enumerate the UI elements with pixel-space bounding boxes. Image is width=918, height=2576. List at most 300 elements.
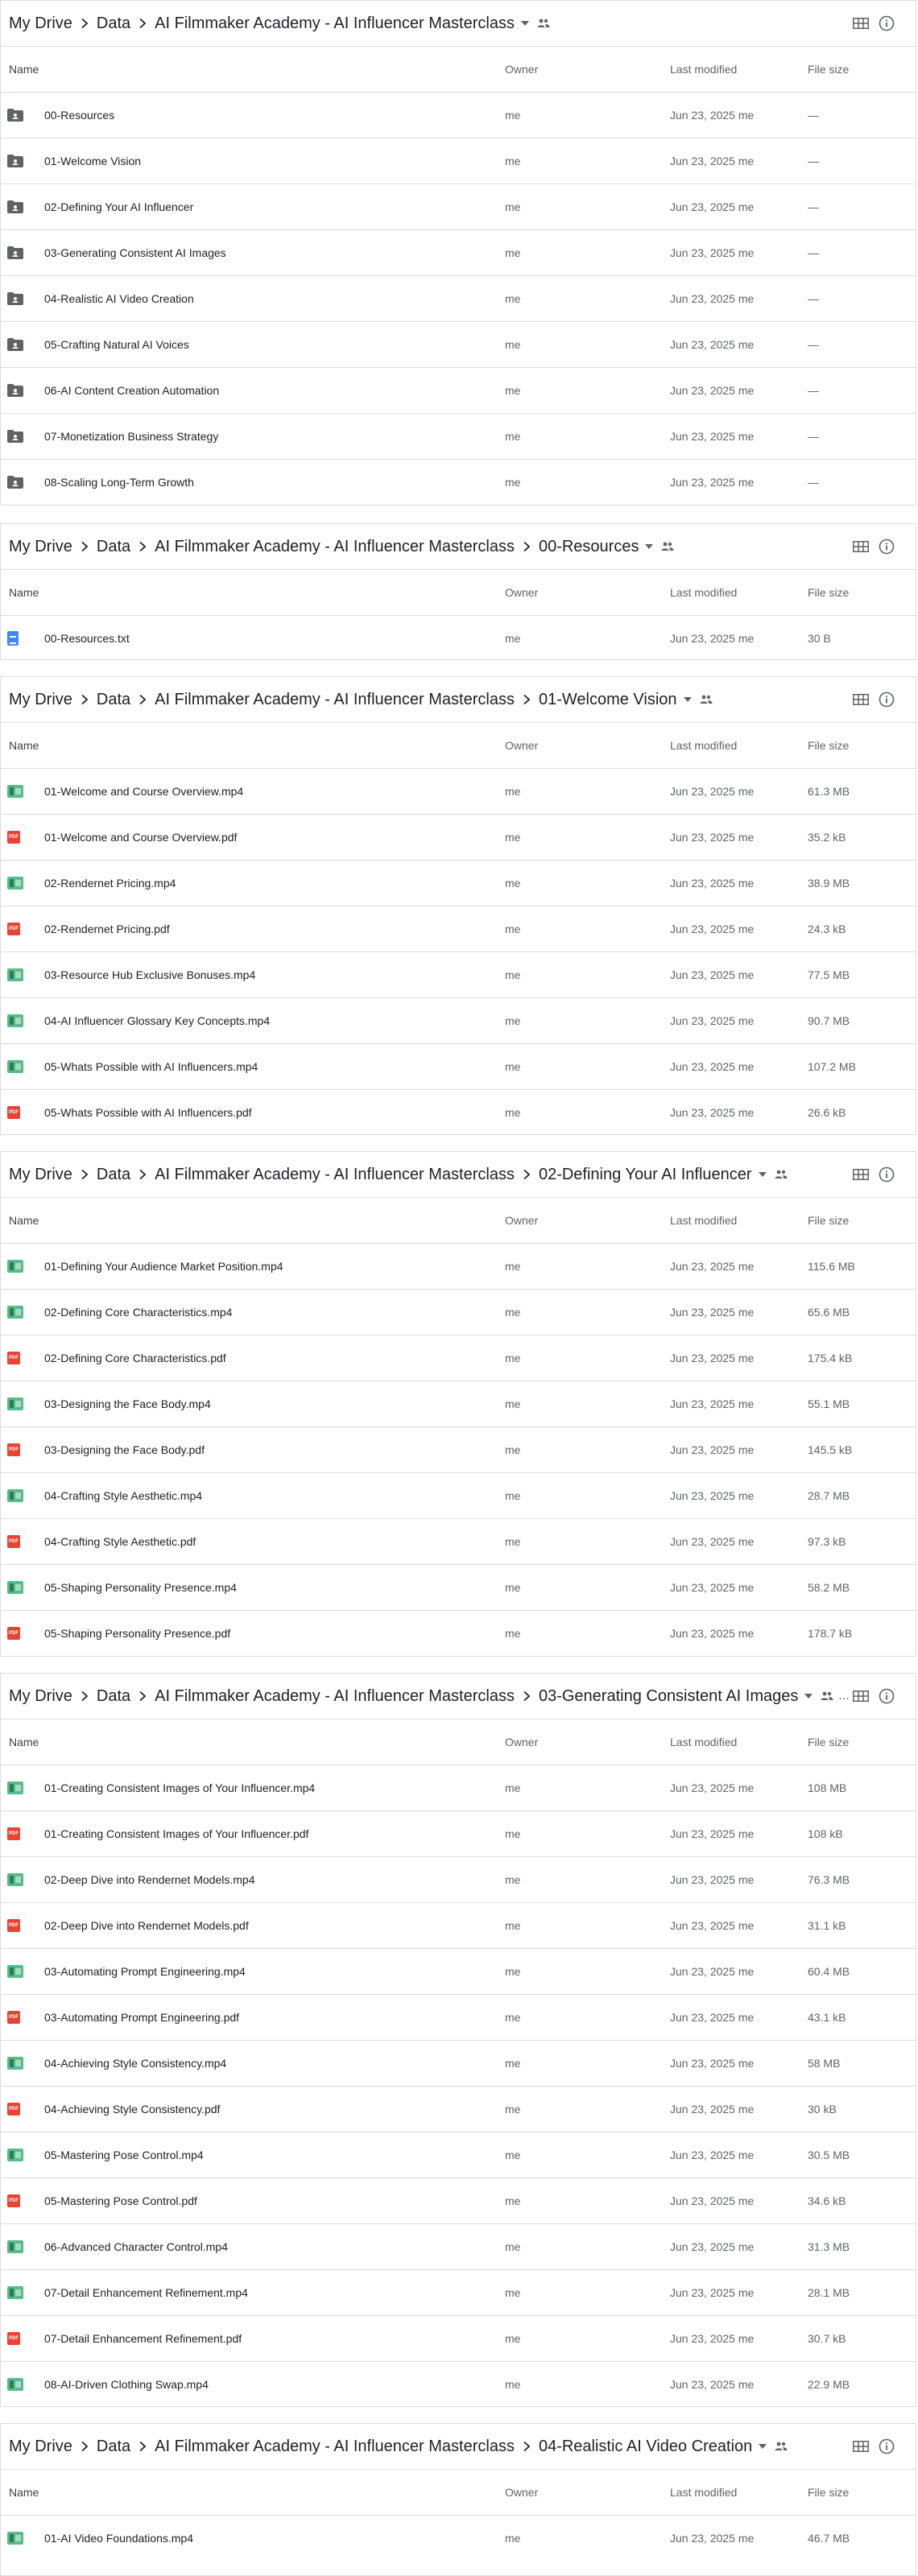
file-name-cell — [1, 998, 270, 1043]
file-name-cell — [1, 322, 189, 367]
file-name: 07-Monetization Business Strategy — [44, 430, 219, 443]
folder-shared-icon — [7, 246, 30, 259]
file-row[interactable] — [1, 92, 916, 138]
pdf-badge: PDF — [7, 1106, 20, 1119]
file-row[interactable] — [1, 413, 916, 459]
column-header-modified[interactable]: Last modified — [670, 1214, 738, 1227]
breadcrumb — [9, 2424, 838, 2469]
breadcrumb-item[interactable]: 01-Welcome Vision — [538, 690, 677, 708]
modified-cell: Jun 23, 2025 me — [670, 1781, 755, 1794]
video-icon — [7, 2378, 30, 2391]
grid-view-button[interactable] — [850, 12, 872, 35]
file-name-cell — [1, 1903, 249, 1948]
modified-cell: Jun 23, 2025 me — [670, 2286, 755, 2299]
size-cell: — — [808, 384, 819, 397]
file-name-cell — [1, 184, 193, 229]
file-name-cell — [1, 906, 170, 952]
breadcrumb-item[interactable]: My Drive — [9, 1686, 72, 1705]
breadcrumb-item[interactable]: Data — [96, 1165, 131, 1183]
column-header-modified[interactable]: Last modified — [670, 2486, 738, 2499]
breadcrumb-item[interactable]: Data — [96, 1686, 131, 1705]
folder-shared-icon — [7, 109, 30, 122]
owner-cell: me — [505, 2286, 521, 2299]
file-name-cell — [1, 276, 194, 321]
video-thumbnail — [7, 1781, 23, 1794]
owner-cell: me — [505, 632, 521, 645]
modified-cell: Jun 23, 2025 me — [670, 1260, 755, 1273]
column-header-size[interactable]: File size — [808, 1736, 850, 1748]
column-header-row — [1, 46, 916, 92]
file-name: 03-Designing the Face Body.pdf — [44, 1443, 205, 1456]
owner-cell: me — [505, 1873, 521, 1886]
grid-view-button[interactable] — [850, 688, 872, 711]
file-row[interactable] — [1, 1243, 916, 1289]
file-row[interactable] — [1, 615, 916, 661]
column-header-modified[interactable]: Last modified — [670, 63, 738, 76]
file-name-cell — [1, 460, 194, 505]
file-name: 06-Advanced Character Control.mp4 — [44, 2240, 229, 2253]
file-name: 03-Generating Consistent AI Images — [44, 246, 226, 259]
folder-shared-icon — [7, 338, 30, 351]
file-name: 05-Mastering Pose Control.pdf — [44, 2194, 197, 2207]
file-row[interactable] — [1, 1948, 916, 1994]
column-header-name[interactable]: Name — [9, 63, 39, 76]
size-cell: 65.6 MB — [808, 1306, 850, 1319]
modified-cell: Jun 23, 2025 me — [670, 1352, 755, 1364]
modified-cell: Jun 23, 2025 me — [670, 632, 755, 645]
column-header-owner[interactable]: Owner — [505, 2486, 539, 2499]
owner-cell: me — [505, 2103, 521, 2116]
file-row[interactable] — [1, 2223, 916, 2269]
modified-cell: Jun 23, 2025 me — [670, 246, 755, 259]
info-button[interactable] — [875, 2435, 898, 2458]
breadcrumb-item[interactable]: My Drive — [9, 690, 72, 708]
file-name: 03-Automating Prompt Engineering.mp4 — [44, 1965, 246, 1978]
size-cell: 77.5 MB — [808, 968, 850, 981]
modified-cell: Jun 23, 2025 me — [670, 155, 755, 167]
file-name: 02-Defining Core Characteristics.mp4 — [44, 1306, 233, 1319]
size-cell: 97.3 kB — [808, 1535, 846, 1548]
size-cell: 43.1 kB — [808, 2011, 846, 2024]
column-header-row — [1, 569, 916, 615]
modified-cell: Jun 23, 2025 me — [670, 1919, 755, 1932]
file-name: 02-Defining Core Characteristics.pdf — [44, 1352, 226, 1364]
breadcrumb-item[interactable]: 04-Realistic AI Video Creation — [538, 2437, 753, 2455]
size-cell: 30 kB — [808, 2103, 837, 2116]
owner-cell: me — [505, 1965, 521, 1978]
size-cell: — — [808, 109, 819, 122]
owner-cell: me — [505, 338, 521, 351]
shared-people-icon — [775, 1170, 788, 1179]
shared-people-icon — [821, 1691, 833, 1701]
size-cell: 55.1 MB — [808, 1397, 850, 1410]
file-name-cell — [1, 2362, 209, 2407]
size-cell: — — [808, 155, 819, 167]
folder-shared-icon — [7, 155, 30, 167]
video-icon — [7, 2240, 30, 2253]
breadcrumb-item[interactable]: Data — [96, 2437, 131, 2455]
file-name-cell — [1, 2270, 248, 2315]
size-cell: 26.6 kB — [808, 1106, 846, 1119]
breadcrumb-item[interactable]: AI Filmmaker Academy - AI Influencer Masterclass — [155, 537, 515, 555]
size-cell: 22.9 MB — [808, 2378, 850, 2391]
file-row[interactable] — [1, 2132, 916, 2178]
file-name: 04-Crafting Style Aesthetic.mp4 — [44, 1489, 203, 1502]
file-row[interactable] — [1, 2515, 916, 2561]
owner-cell: me — [505, 200, 521, 213]
chevron-right-icon — [80, 1169, 89, 1180]
breadcrumb-item[interactable]: My Drive — [9, 2437, 72, 2455]
video-thumbnail — [7, 877, 23, 890]
file-row[interactable] — [1, 997, 916, 1043]
pdf-icon — [7, 1919, 30, 1932]
file-row[interactable] — [1, 1043, 916, 1089]
size-cell: 28.1 MB — [808, 2286, 850, 2299]
breadcrumb-item[interactable]: 03-Generating Consistent AI Images — [538, 1686, 799, 1705]
video-thumbnail — [7, 1260, 23, 1273]
video-icon — [7, 2532, 30, 2545]
column-header-owner[interactable]: Owner — [505, 586, 539, 599]
pdf-icon — [7, 2011, 30, 2024]
file-name-cell — [1, 1381, 211, 1426]
grid-view-button[interactable] — [850, 535, 872, 558]
file-name: 00-Resources — [44, 109, 115, 122]
column-header-name[interactable]: Name — [9, 2486, 39, 2499]
column-header-row — [1, 1197, 916, 1243]
file-row[interactable] — [1, 1994, 916, 2040]
file-row[interactable] — [1, 229, 916, 275]
video-thumbnail — [7, 2532, 23, 2545]
file-row[interactable] — [1, 2178, 916, 2223]
modified-cell: Jun 23, 2025 me — [670, 785, 755, 798]
file-row[interactable] — [1, 1472, 916, 1518]
info-button[interactable] — [875, 535, 898, 558]
column-header-size[interactable]: File size — [808, 2486, 850, 2499]
modified-cell: Jun 23, 2025 me — [670, 2378, 755, 2391]
chevron-right-icon — [138, 1690, 147, 1702]
file-row[interactable] — [1, 367, 916, 413]
modified-cell: Jun 23, 2025 me — [670, 1489, 755, 1502]
modified-cell: Jun 23, 2025 me — [670, 2240, 755, 2253]
owner-cell: me — [505, 923, 521, 935]
video-icon — [7, 2149, 30, 2161]
breadcrumb-item[interactable]: 02-Defining Your AI Influencer — [538, 1165, 752, 1183]
breadcrumb — [9, 1152, 838, 1197]
file-name: 04-AI Influencer Glossary Key Concepts.mp4 — [44, 1014, 271, 1027]
modified-cell: Jun 23, 2025 me — [670, 1535, 755, 1548]
file-name-cell — [1, 1949, 246, 1994]
file-name: 04-Achieving Style Consistency.mp4 — [44, 2057, 227, 2070]
size-cell: 145.5 kB — [808, 1443, 853, 1456]
modified-cell: Jun 23, 2025 me — [670, 1014, 755, 1027]
pdf-badge: PDF — [7, 2194, 20, 2207]
owner-cell: me — [505, 1781, 521, 1794]
doc-icon — [7, 631, 30, 646]
owner-cell: me — [505, 1397, 521, 1410]
file-name-cell — [1, 1290, 232, 1335]
owner-cell: me — [505, 1352, 521, 1364]
info-button[interactable] — [875, 12, 898, 35]
folder-panel — [0, 2423, 916, 2576]
file-name: 02-Deep Dive into Rendernet Models.mp4 — [44, 1873, 255, 1886]
folder-shared-icon — [7, 292, 30, 305]
shared-people-icon — [775, 2442, 788, 2451]
column-header-owner[interactable]: Owner — [505, 1214, 539, 1227]
video-icon — [7, 1489, 30, 1502]
pdf-icon — [7, 1443, 30, 1456]
modified-cell: Jun 23, 2025 me — [670, 2332, 755, 2345]
pdf-icon — [7, 1827, 30, 1840]
file-name-cell — [1, 138, 141, 184]
folder-menu-dropdown-icon[interactable] — [684, 697, 692, 702]
video-icon — [7, 1260, 30, 1273]
file-name-cell — [1, 2316, 242, 2361]
file-name: 01-AI Video Foundations.mp4 — [44, 2532, 193, 2545]
breadcrumb-item[interactable]: Data — [96, 537, 131, 555]
file-name: 01-Defining Your Audience Market Position.mp4 — [44, 1260, 283, 1273]
file-row[interactable] — [1, 321, 916, 367]
size-cell: 76.3 MB — [808, 1873, 850, 1886]
file-name-cell — [1, 368, 219, 413]
file-row[interactable] — [1, 952, 916, 997]
breadcrumb-item[interactable]: Data — [96, 14, 131, 32]
file-row[interactable] — [1, 906, 916, 952]
modified-cell: Jun 23, 2025 me — [670, 1106, 755, 1119]
column-header-owner[interactable]: Owner — [505, 739, 539, 752]
folder-menu-dropdown-icon[interactable] — [804, 1694, 813, 1699]
file-name-cell — [1, 769, 243, 814]
size-cell: 28.7 MB — [808, 1489, 850, 1502]
owner-cell: me — [505, 1627, 521, 1640]
pdf-icon — [7, 1106, 30, 1119]
owner-cell: me — [505, 1260, 521, 1273]
owner-cell: me — [505, 785, 521, 798]
info-button[interactable] — [875, 688, 898, 711]
owner-cell: me — [505, 1014, 521, 1027]
breadcrumb-item[interactable]: AI Filmmaker Academy - AI Influencer Masterclass — [155, 690, 515, 708]
chevron-right-icon — [80, 18, 89, 29]
column-header-row — [1, 1719, 916, 1765]
file-row[interactable] — [1, 860, 916, 906]
modified-cell: Jun 23, 2025 me — [670, 923, 755, 935]
pdf-badge: PDF — [7, 1535, 20, 1548]
column-header-name[interactable]: Name — [9, 1736, 39, 1748]
breadcrumb — [9, 677, 838, 722]
file-name: 08-Scaling Long-Term Growth — [44, 476, 194, 489]
video-icon — [7, 877, 30, 890]
size-cell: 61.3 MB — [808, 785, 850, 798]
file-row[interactable] — [1, 1902, 916, 1948]
file-row[interactable] — [1, 2361, 916, 2407]
shared-people-icon — [537, 19, 550, 28]
owner-cell: me — [505, 1581, 521, 1594]
modified-cell: Jun 23, 2025 me — [670, 1965, 755, 1978]
column-header-size[interactable]: File size — [808, 586, 850, 599]
column-header-name[interactable]: Name — [9, 586, 39, 599]
chevron-right-icon — [80, 541, 89, 552]
file-row[interactable] — [1, 1765, 916, 1810]
column-header-owner[interactable]: Owner — [505, 63, 539, 76]
file-row[interactable] — [1, 2269, 916, 2315]
video-thumbnail — [7, 968, 23, 981]
pdf-badge: PDF — [7, 2332, 20, 2345]
size-cell: 46.7 MB — [808, 2532, 850, 2545]
pdf-badge: PDF — [7, 1919, 20, 1932]
owner-cell: me — [505, 2378, 521, 2391]
video-icon — [7, 1873, 30, 1886]
grid-view-button[interactable] — [850, 1685, 872, 1707]
modified-cell: Jun 23, 2025 me — [670, 2011, 755, 2024]
file-row[interactable] — [1, 1518, 916, 1564]
owner-cell: me — [505, 155, 521, 167]
size-cell: 107.2 MB — [808, 1060, 856, 1073]
size-cell: 60.4 MB — [808, 1965, 850, 1978]
file-row[interactable] — [1, 2040, 916, 2086]
modified-cell: Jun 23, 2025 me — [670, 831, 755, 844]
file-row[interactable] — [1, 459, 916, 505]
pdf-badge: PDF — [7, 2103, 20, 2116]
breadcrumb — [9, 1674, 850, 1719]
file-name-cell — [1, 2224, 228, 2269]
info-button[interactable] — [875, 1685, 898, 1707]
panel-header — [1, 1674, 916, 1719]
file-row[interactable] — [1, 1610, 916, 1656]
file-name: 05-Shaping Personality Presence.pdf — [44, 1627, 231, 1640]
breadcrumb-item[interactable]: My Drive — [9, 1165, 72, 1183]
breadcrumb-item[interactable]: Data — [96, 690, 131, 708]
size-cell: 31.1 kB — [808, 1919, 846, 1932]
column-header-owner[interactable]: Owner — [505, 1736, 539, 1748]
owner-cell: me — [505, 109, 521, 122]
file-row[interactable] — [1, 1564, 916, 1610]
video-icon — [7, 1060, 30, 1073]
column-header-name[interactable]: Name — [9, 1214, 39, 1227]
video-thumbnail — [7, 1397, 23, 1410]
modified-cell: Jun 23, 2025 me — [670, 2149, 755, 2161]
grid-view-button[interactable] — [850, 2435, 872, 2458]
file-name-cell — [1, 1765, 315, 1810]
file-row[interactable] — [1, 1426, 916, 1472]
file-row[interactable] — [1, 1289, 916, 1335]
file-name: 02-Rendernet Pricing.mp4 — [44, 877, 176, 890]
owner-cell: me — [505, 2149, 521, 2161]
file-row[interactable] — [1, 1089, 916, 1135]
modified-cell: Jun 23, 2025 me — [670, 1581, 755, 1594]
breadcrumb-item[interactable]: AI Filmmaker Academy - AI Influencer Masterclass — [155, 2437, 515, 2455]
panel-header — [1, 1152, 916, 1197]
chevron-right-icon — [522, 1690, 531, 1702]
pdf-icon — [7, 2103, 30, 2116]
column-header-size[interactable]: File size — [808, 63, 850, 76]
grid-view-button[interactable] — [850, 1163, 872, 1186]
shared-people-icon — [700, 695, 713, 704]
owner-cell: me — [505, 476, 521, 489]
pdf-badge: PDF — [7, 1827, 20, 1840]
modified-cell: Jun 23, 2025 me — [670, 2057, 755, 2070]
breadcrumb-overflow: ... — [838, 1689, 850, 1703]
breadcrumb-item[interactable]: My Drive — [9, 537, 72, 555]
video-icon — [7, 1781, 30, 1794]
file-row[interactable] — [1, 184, 916, 229]
file-row[interactable] — [1, 1381, 916, 1426]
file-name-cell — [1, 861, 176, 906]
owner-cell: me — [505, 877, 521, 890]
pdf-icon — [7, 1352, 30, 1364]
modified-cell: Jun 23, 2025 me — [670, 1827, 755, 1840]
file-row[interactable] — [1, 1335, 916, 1381]
file-name-cell — [1, 1090, 252, 1135]
owner-cell: me — [505, 384, 521, 397]
file-row[interactable] — [1, 2086, 916, 2132]
file-row[interactable] — [1, 768, 916, 814]
video-icon — [7, 1965, 30, 1978]
size-cell: — — [808, 200, 819, 213]
owner-cell: me — [505, 430, 521, 443]
folder-menu-dropdown-icon[interactable] — [521, 21, 529, 26]
folder-menu-dropdown-icon[interactable] — [759, 1172, 767, 1177]
column-header-modified[interactable]: Last modified — [670, 1736, 738, 1748]
panel-header — [1, 1, 916, 46]
file-row[interactable] — [1, 814, 916, 860]
file-row[interactable] — [1, 275, 916, 321]
file-name-cell — [1, 93, 114, 138]
modified-cell: Jun 23, 2025 me — [670, 2194, 755, 2207]
owner-cell: me — [505, 2332, 521, 2345]
file-row[interactable] — [1, 1810, 916, 1856]
pdf-badge: PDF — [7, 831, 20, 844]
size-cell: 30 B — [808, 632, 831, 645]
size-cell: — — [808, 430, 819, 443]
pdf-badge: PDF — [7, 923, 20, 935]
modified-cell: Jun 23, 2025 me — [670, 1397, 755, 1410]
column-header-modified[interactable]: Last modified — [670, 586, 738, 599]
breadcrumb-item[interactable]: AI Filmmaker Academy - AI Influencer Masterclass — [155, 1686, 515, 1705]
video-thumbnail — [7, 2240, 23, 2253]
video-icon — [7, 1581, 30, 1594]
column-header-name[interactable]: Name — [9, 739, 39, 752]
video-thumbnail — [7, 2057, 23, 2070]
breadcrumb-item[interactable]: AI Filmmaker Academy - AI Influencer Masterclass — [155, 14, 515, 32]
file-name-cell — [1, 414, 218, 459]
breadcrumb-item[interactable]: AI Filmmaker Academy - AI Influencer Masterclass — [155, 1165, 515, 1183]
pdf-icon — [7, 831, 30, 844]
file-row[interactable] — [1, 138, 916, 184]
folder-panel — [0, 523, 916, 660]
column-header-size[interactable]: File size — [808, 1214, 850, 1227]
folder-shared-icon — [7, 200, 30, 213]
file-name-cell — [1, 2178, 197, 2223]
breadcrumb-item[interactable]: 00-Resources — [538, 537, 639, 555]
file-row[interactable] — [1, 2315, 916, 2361]
chevron-right-icon — [80, 1690, 89, 1702]
modified-cell: Jun 23, 2025 me — [670, 338, 755, 351]
folder-menu-dropdown-icon[interactable] — [645, 544, 653, 549]
breadcrumb-item[interactable]: My Drive — [9, 14, 72, 32]
file-row[interactable] — [1, 1856, 916, 1902]
modified-cell: Jun 23, 2025 me — [670, 430, 755, 443]
size-cell: — — [808, 246, 819, 259]
video-icon — [7, 1014, 30, 1027]
size-cell: 24.3 kB — [808, 923, 846, 935]
size-cell: 30.5 MB — [808, 2149, 850, 2161]
column-header-size[interactable]: File size — [808, 739, 850, 752]
folder-menu-dropdown-icon[interactable] — [759, 2444, 767, 2449]
column-header-modified[interactable]: Last modified — [670, 739, 738, 752]
breadcrumb — [9, 1, 838, 46]
file-name: 04-Achieving Style Consistency.pdf — [44, 2103, 221, 2116]
owner-cell: me — [505, 831, 521, 844]
info-button[interactable] — [875, 1163, 898, 1186]
